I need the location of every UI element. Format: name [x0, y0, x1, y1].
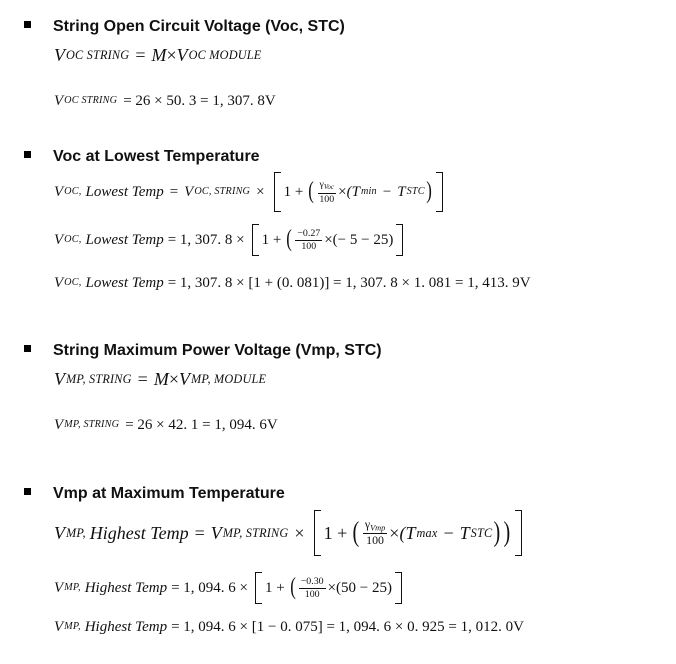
section-heading-vmp-stc: String Maximum Power Voltage (Vmp, STC)	[24, 342, 382, 360]
calc-voc-lowest-temp-2: V OC, Lowest Temp = 1, 307. 8 × [1 + (0. 081)] = 1, 307. 8 × 1. 081 = 1, 413. 9V	[54, 275, 531, 291]
bracket-close-icon	[396, 224, 403, 256]
calc-string-voc: V OC STRING = 26 × 50. 3 = 1, 307. 8V	[54, 93, 276, 109]
bracket-close-icon	[395, 572, 402, 604]
formula-vmp-highest-temp: V MP, Highest Temp = V MP, STRING × 1 + ( $\frac{\gamma_{Vmp}}{100}$ × (T max − T STC ) )	[54, 510, 525, 556]
section-heading-voc-lowest-temp: Voc at Lowest Temperature	[24, 148, 260, 166]
bracket-open-icon	[255, 572, 262, 604]
formula-voc-lowest-temp: V OC, Lowest Temp = V OC, STRING × 1 + ( $\frac{\gamma_{Voc}}{100}$ × (T min − T STC )	[54, 172, 446, 212]
bullet-icon	[24, 345, 31, 352]
section-heading-voc-stc: String Open Circuit Voltage (Voc, STC)	[24, 18, 345, 36]
bullet-icon	[24, 21, 31, 28]
calc-vmp-highest-temp-2: V MP, Highest Temp = 1, 094. 6 × [1 − 0. 075] = 1, 094. 6 × 0. 925 = 1, 012. 0V	[54, 619, 524, 635]
calc-voc-lowest-temp-1: V OC, Lowest Temp = 1, 307. 8 × 1 + ( $\frac{-0.27}{100}$ ×(− 5 − 25)	[54, 224, 406, 256]
bracket-open-icon	[314, 510, 321, 556]
bracket-close-icon	[436, 172, 443, 212]
bracket-close-icon	[515, 510, 522, 556]
bullet-icon	[24, 488, 31, 495]
bullet-icon	[24, 151, 31, 158]
bracket-open-icon	[252, 224, 259, 256]
formula-string-vmp: V MP, STRING = M × V MP, MODULE	[54, 369, 267, 389]
bracket-open-icon	[274, 172, 281, 212]
calc-string-vmp: V MP, STRING = 26 × 42. 1 = 1, 094. 6V	[54, 417, 278, 433]
calc-vmp-highest-temp-1: V MP, Highest Temp = 1, 094. 6 × 1 + ( $\frac{-0.30}{100}$ ×(50 − 25)	[54, 572, 405, 604]
section-heading-vmp-max-temp: Vmp at Maximum Temperature	[24, 485, 285, 503]
formula-string-voc: V OC STRING = M × V OC MODULE	[54, 45, 262, 65]
